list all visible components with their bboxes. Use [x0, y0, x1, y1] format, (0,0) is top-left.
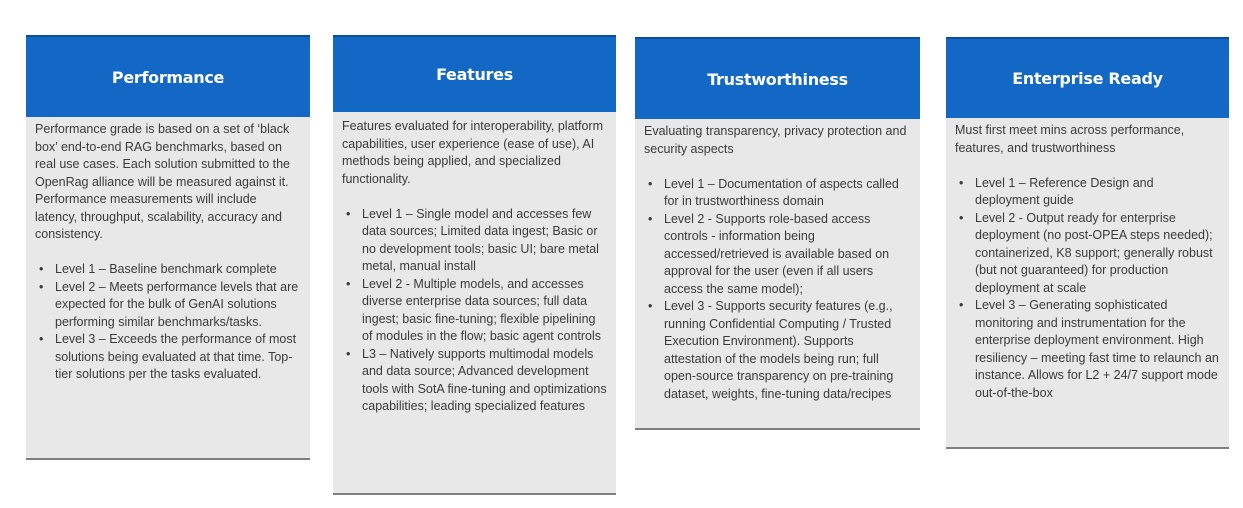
trustworthiness-intro: Evaluating transparency, privacy protection and security aspects: [644, 124, 907, 156]
trustworthiness-title: Trustworthiness: [707, 69, 848, 89]
enterprise-ready-header: [946, 37, 1229, 118]
list-item: • Level 2 - Supports role-based access controls - information being accessed/retrieved is available based on approval for the user (even if all users access the same model);: [664, 211, 912, 299]
performance-header: [26, 35, 310, 117]
enterprise-ready-intro: Must first meet mins across performance, features, and trustworthiness: [955, 123, 1185, 155]
list-item: • Level 1 – Reference Design and deployment guide: [975, 175, 1221, 210]
trustworthiness-body: [635, 119, 920, 430]
performance-title: Performance: [111, 67, 225, 87]
enterprise-ready-title: Enterprise Ready: [1012, 69, 1163, 88]
list-item: • Level 1 – Single model and accesses few data sources; Limited data ingest; Basic or no development tools; basic UI; bare metal metal, manual install: [362, 206, 608, 276]
list-item: • Level 3 – Exceeds the performance of most solutions being evaluated at that time. Top-tier solutions per the tasks evaluated.: [55, 331, 302, 384]
list-item: • Level 2 – Meets performance levels that are expected for the bulk of GenAI solutions performing similar benchmarks/tasks.: [55, 279, 302, 332]
list-item: • Level 2 - Output ready for enterprise deployment (no post-OPEA steps needed); containerized, K8 support; generally robust (but not guaranteed) for production deployment at scale: [975, 210, 1221, 298]
features-title: Features: [436, 65, 513, 84]
list-item: • Level 1 – Baseline benchmark complete: [55, 261, 302, 279]
list-item: • Level 1 – Documentation of aspects called for in trustworthiness domain: [664, 176, 912, 211]
list-item: • Level 3 - Supports security features (e.g., running Confidential Computing / Trusted Execution Environment). Supports attestation of the models being run; full open-source transparency on pre-training dataset, weights, fine-tuning data/recipes: [664, 298, 912, 403]
performance-body: [26, 117, 310, 460]
enterprise-ready-body: [946, 118, 1229, 449]
features-levels: [342, 206, 608, 416]
trustworthiness-card: [635, 37, 920, 430]
performance-card: [26, 35, 310, 460]
features-header: [333, 35, 616, 112]
trustworthiness-levels: [644, 176, 912, 404]
trustworthiness-header: [635, 37, 920, 119]
list-item: • Level 2 - Multiple models, and accesses diverse enterprise data sources; full data ingest; basic fine-tuning; flexible pipelining of modules in the flow; basic agent controls: [362, 276, 608, 346]
features-body: [333, 112, 616, 495]
features-intro: Features evaluated for interoperability, platform capabilities, user experience (ease of use), AI methods being applied, and specialized functionality.: [342, 119, 604, 186]
enterprise-ready-card: [946, 37, 1229, 449]
list-item: • L3 – Natively supports multimodal models and data source; Advanced development tools with SotA fine-tuning and optimizations capabilities; leading specialized features: [362, 346, 608, 416]
enterprise-ready-levels: [955, 175, 1221, 403]
performance-levels: [35, 261, 302, 384]
features-card: [333, 35, 616, 495]
list-item: • Level 3 – Generating sophisticated monitoring and instrumentation for the enterprise deployment environment. High resiliency – meeting fast time to relaunch an instance. Allows for L2 + 24/7 support mode out-of-the-box: [975, 297, 1221, 402]
performance-intro: Performance grade is based on a set of ‘black box’ end-to-end RAG benchmarks, based on real use cases. Each solution submitted to the OpenRag alliance will be measured against it. Performance measurements will include latency, throughput, scalability, accuracy and consistency.: [35, 122, 291, 241]
